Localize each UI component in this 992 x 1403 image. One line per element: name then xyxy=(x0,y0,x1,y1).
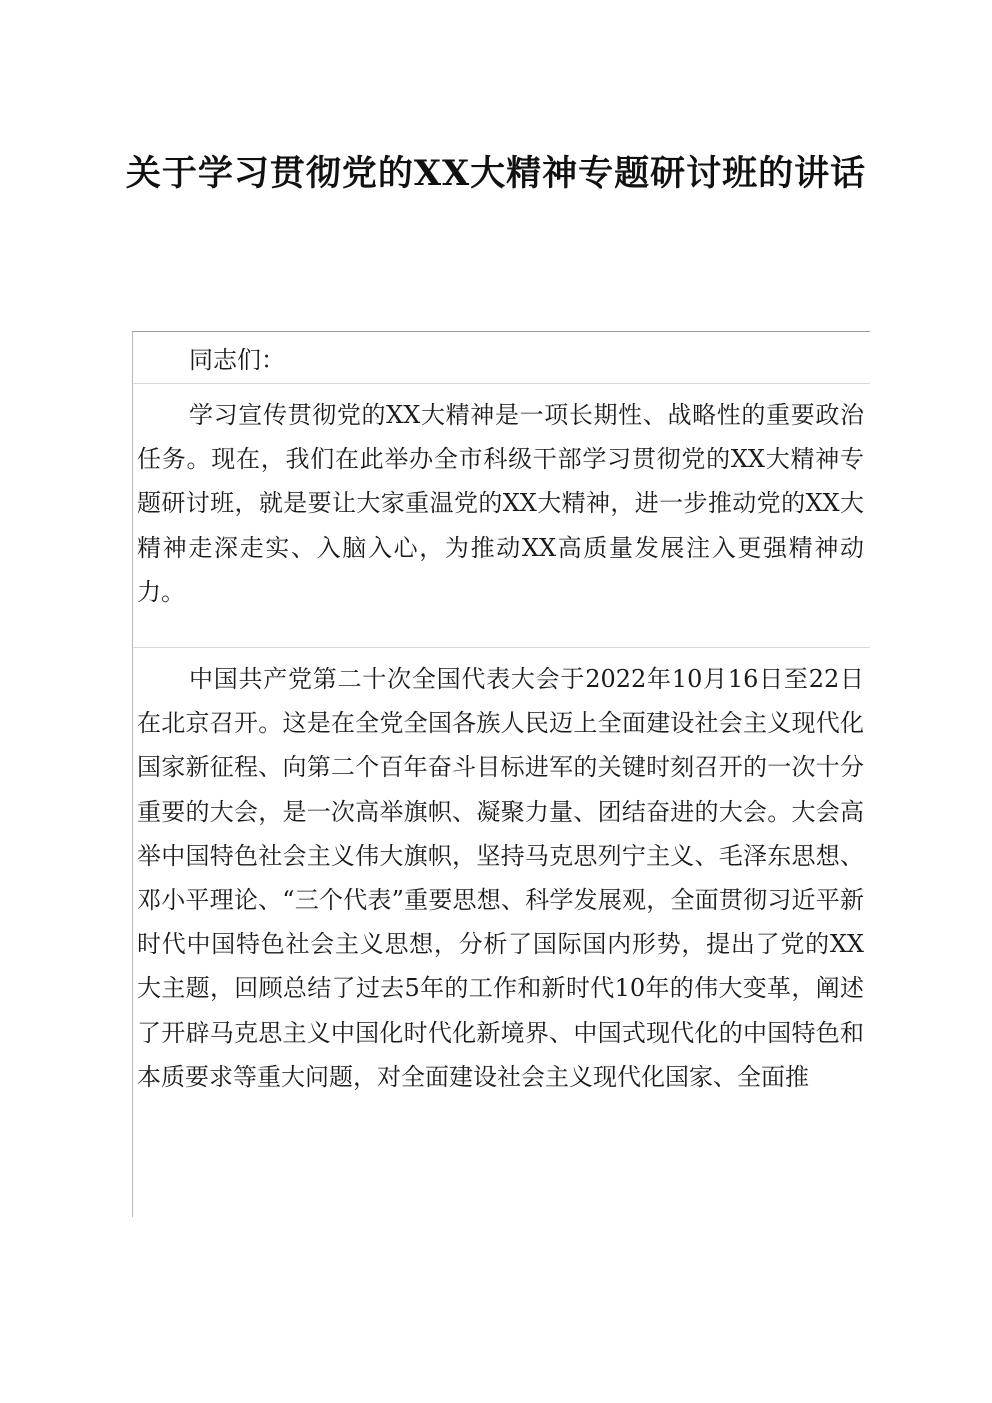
document-title: 关于学习贯彻党的XX大精神专题研讨班的讲话 xyxy=(125,153,867,194)
greeting-text: 同志们： xyxy=(189,346,285,374)
paragraph-1: 学习宣传贯彻党的XX大精神是一项长期性、战略性的重要政治任务。现在，我们在此举办全市科级干部学习贯彻党的XX大精神专题研讨班，就是要让大家重温党的XX大精神，进一步推动党的XX大精神走深走实、入脑入心，为推动XX高质量发展注入更强精神动力。 xyxy=(137,401,864,606)
text-frame xyxy=(132,331,870,1217)
greeting-row xyxy=(133,332,870,384)
paragraph-divider xyxy=(133,647,870,648)
paragraph-2: 中国共产党第二十次全国代表大会于2022年10月16日至22日在北京召开。这是在全党全国各族人民迈上全面建设社会主义现代化国家新征程、向第二个百年奋斗目标进军的关键时刻召开的一次十分重要的大会，是一次高举旗帜、凝聚力量、团结奋进的大会。大会高举中国特色社会主义伟大旗帜，坚持马克思列宁主义、毛泽东思想、邓小平理论、“三个代表”重要思想、科学发展观，全面贯彻习近平新时代中国特色社会主义思想，分析了国际国内形势，提出了党的XX大主题，回顾总结了过去5年的工作和新时代10年的伟大变革，阐述了开辟马克思主义中国化时代化新境界、中国式现代化的中国特色和本质要求等重大问题，对全面建设社会主义现代化国家、全面推 xyxy=(137,665,864,1091)
